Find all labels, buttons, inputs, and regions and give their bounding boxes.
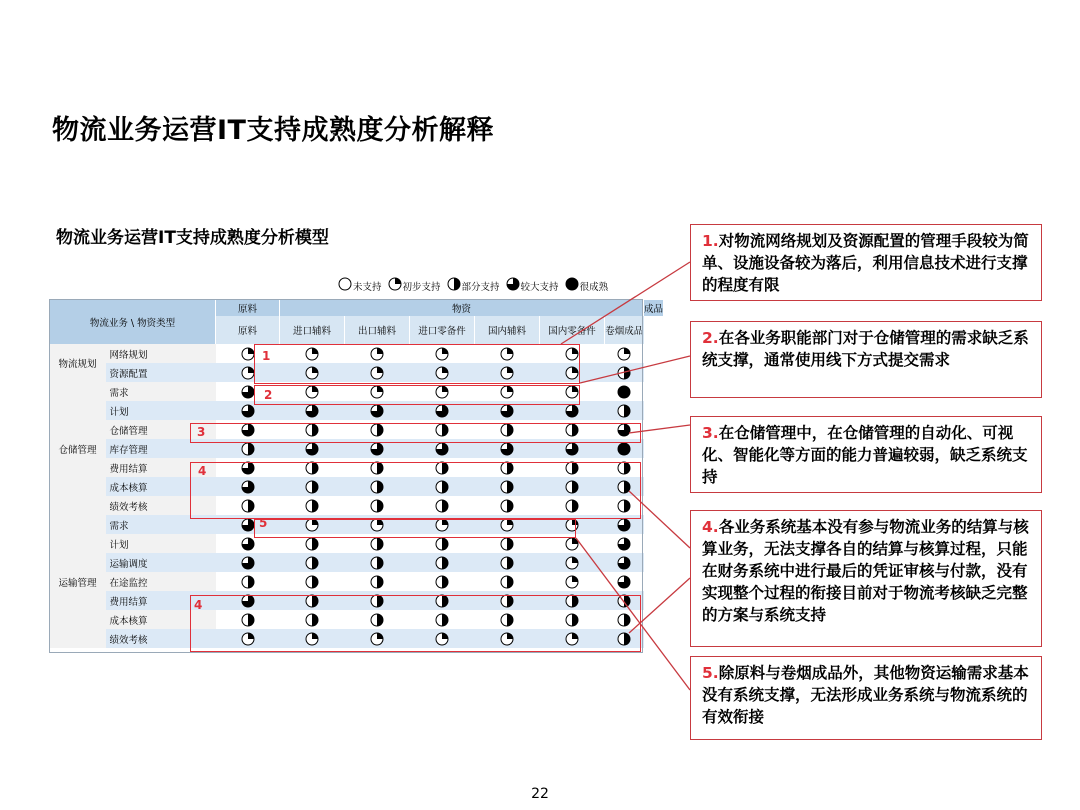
row-label: 成本核算 <box>106 610 216 629</box>
callout-4 <box>690 510 1042 647</box>
column-header: 进口辅料 <box>280 316 345 344</box>
section-label: 运输管理 <box>50 515 106 648</box>
row-label: 资源配置 <box>106 363 216 382</box>
callout-number: 4. <box>702 518 719 536</box>
callout-text: 各业务系统基本没有参与物流业务的结算与核算业务，无法支撑各自的结算与核算过程，只能在财务系统中进行最后的凭证审核与付款，没有实现整个过程的衔接目前对于物流考核缺乏完整的方案与系统支持 <box>702 518 1029 624</box>
row-label: 仓储管理 <box>106 420 216 439</box>
row-label: 费用结算 <box>106 458 216 477</box>
callout-2 <box>690 321 1042 398</box>
column-header: 进口零备件 <box>410 316 475 344</box>
row-label: 绩效考核 <box>106 496 216 515</box>
page-title: 物流业务运营IT支持成熟度分析解释 <box>52 115 494 146</box>
callout-number: 2. <box>702 329 719 347</box>
marker-2: 2 <box>264 388 273 402</box>
callout-number: 5. <box>702 664 719 682</box>
connector-4a <box>629 491 690 548</box>
model-subtitle: 物流业务运营IT支持成熟度分析模型 <box>56 228 329 248</box>
legend-label: 较大支持 <box>520 281 559 293</box>
legend-label: 很成熟 <box>579 281 609 293</box>
legend-label: 部分支持 <box>461 281 500 293</box>
page-number: 22 <box>531 786 549 802</box>
row-label: 需求 <box>106 382 216 401</box>
marker-1: 1 <box>262 349 271 363</box>
connector-2 <box>580 356 690 383</box>
connector-5 <box>576 538 690 690</box>
legend-label: 初步支持 <box>402 281 441 293</box>
callout-text: 对物流网络规划及资源配置的管理手段较为简单、设施设备较为落后，利用信息技术进行支撑的程度有限 <box>702 232 1029 294</box>
group-header-products: 成品 <box>644 300 664 316</box>
marker-3: 3 <box>197 425 206 439</box>
callout-number: 3. <box>702 424 719 442</box>
section-label: 物流规划 <box>50 344 106 382</box>
group-header-raw: 原料 <box>216 300 280 316</box>
row-label: 在途监控 <box>106 572 216 591</box>
callout-5 <box>690 656 1042 740</box>
column-header: 出口辅料 <box>345 316 410 344</box>
callout-1 <box>690 224 1042 301</box>
row-label: 计划 <box>106 534 216 553</box>
connector-3 <box>629 425 690 433</box>
row-label: 成本核算 <box>106 477 216 496</box>
legend-label: 未支持 <box>353 281 382 293</box>
row-label: 运输调度 <box>106 553 216 572</box>
callout-number: 1. <box>702 232 719 250</box>
marker-4b: 4 <box>194 598 203 612</box>
callout-3 <box>690 416 1042 493</box>
marker-4a: 4 <box>198 464 207 478</box>
marker-5: 5 <box>259 516 268 530</box>
row-label: 网络规划 <box>106 344 216 363</box>
callout-text: 在仓储管理中，在仓储管理的自动化、可视化、智能化等方面的能力普遍较弱，缺乏系统支持 <box>702 424 1028 486</box>
connector-4b <box>629 578 690 633</box>
row-label: 绩效考核 <box>106 629 216 648</box>
corner-header: 物流业务 \ 物资类型 <box>50 300 216 344</box>
callout-text: 在各业务职能部门对于仓储管理的需求缺乏系统支撑，通常使用线下方式提交需求 <box>702 329 1029 369</box>
connector-1 <box>561 262 690 344</box>
column-header: 国内零备件 <box>540 316 605 344</box>
row-label: 需求 <box>106 515 216 534</box>
group-header-materials: 物资 <box>280 300 644 316</box>
column-header: 卷烟成品 <box>605 316 644 344</box>
column-header: 原料 <box>216 316 280 344</box>
callout-text: 除原料与卷烟成品外，其他物资运输需求基本没有系统支撑，无法形成业务系统与物流系统的有效衔接 <box>702 664 1029 726</box>
column-header: 国内辅料 <box>475 316 540 344</box>
row-label: 费用结算 <box>106 591 216 610</box>
row-label: 计划 <box>106 401 216 420</box>
section-label: 仓储管理 <box>50 382 106 515</box>
row-label: 库存管理 <box>106 439 216 458</box>
